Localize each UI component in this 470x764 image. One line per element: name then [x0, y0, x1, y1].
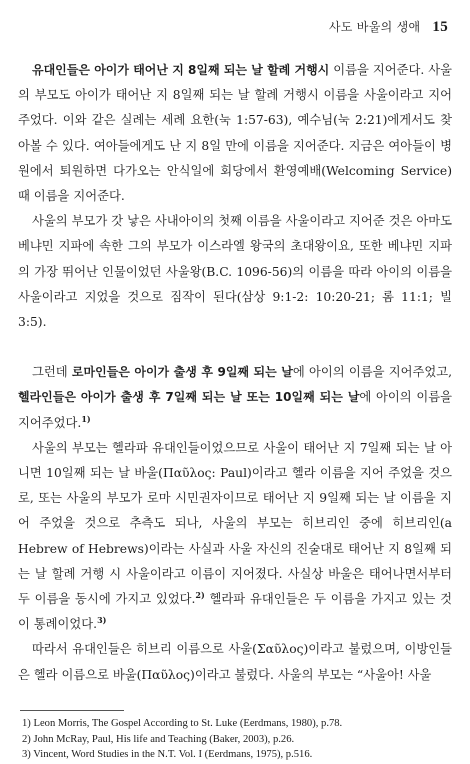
paragraph — [18, 436, 452, 638]
chapter-title: 사도 바울의 생애 — [328, 20, 421, 34]
text-run: 따라서 유대인들은 히브리 이름으로 사울(Σαῦλος)이라고 불렀으며, 이방인들은 헬라 이름으로 바울(Παῦλος)이라고 불렀다. 사울의 부모는 “사울아! 사울 — [18, 642, 452, 682]
footnote-divider — [20, 710, 124, 711]
bold-run: 헬라인들은 아이가 출생 후 7일째 되는 날 또는 10일째 되는 날 — [18, 390, 360, 405]
text-run: 헬라파 유대인들은 두 이름을 가지고 있는 것이 통례이었다. — [18, 592, 452, 632]
footnote: 1) Leon Morris, The Gospel According to St. Luke (Eerdmans, 1980), p.78. — [22, 718, 343, 729]
running-header — [329, 18, 448, 36]
body-text — [18, 58, 452, 688]
text-run: 에 아이의 이름을 지어주었고, — [292, 365, 453, 380]
text-run: 이름을 지어준다. 사울의 부모도 아이가 태어난 지 8일째 되는 날 할례 거행시 이름을 사울이라고 지어주었다. 이와 같은 실례는 세례 요한(눅 1:57-63), 예수님(눅 2:21)에게서도 찾아볼 수 있다. 여아들에게도 난 지 8일 만에 이름을 지어준다. 지금은 여아들이 병원에서 퇴원하면 다가오는 안식일에 회당에서 환영예배(Welcoming Service) 때 이름을 지어준다. — [18, 63, 452, 204]
paragraph — [18, 58, 452, 209]
footnotes — [22, 716, 452, 763]
bold-run: 로마인들은 아이가 출생 후 9일째 되는 날 — [71, 365, 293, 380]
text-run: 에 아이의 이름을 지어주었다. — [18, 390, 452, 430]
footnote-ref: 2) — [195, 589, 205, 600]
footnote: 3) Vincent, Word Studies in the N.T. Vol. I (Eerdmans, 1975), p.516. — [22, 749, 313, 760]
text-run: 사울의 부모가 갓 낳은 사내아이의 첫째 이름을 사울이라고 지어준 것은 아마도 베냐민 지파에 속한 그의 부모가 이스라엘 왕국의 초대왕이요, 또한 베냐민 지파의 가장 뛰어난 인물이었던 사울왕(B.C. 1096-56)의 이름을 따라 아이의 이름을 사울이라고 지었을 것으로 짐작이 된다(삼상 9:1-2: 10:20-21; 롬 11:1; 빌 3:5). — [18, 214, 452, 330]
page-number: 15 — [432, 19, 448, 35]
text-run: 사울의 부모는 헬라파 유대인들이었으므로 사울이 태어난 지 7일째 되는 날 아니면 10일째 되는 날 바울(Παῦλος: Paul)이라고 헬라 이름을 지어 주었을 것으로, 또는 사울의 부모가 로마 시민권자이므로 태어난 지 9일째 되는 날 이름을 지어 주었을 것으로 추측도 되나, 사울의 부모는 히브리인 중에 히브리인(a Hebrew of Hebrews)이라는 사실과 사울 자신의 진술대로 태어난 지 8일째 되는 날 할례 거행 시 사울이라고 이름이 지어졌다. 사실상 바울은 태어나면서부터 두 이름을 동시에 가지고 있었다. — [18, 440, 452, 607]
bold-run: 유대인들은 아이가 태어난 지 8일째 되는 날 할례 거행시 — [32, 63, 330, 77]
footnote: 2) John McRay, Paul, His life and Teaching (Baker, 2003), p.26. — [22, 733, 295, 745]
paragraph — [18, 360, 452, 436]
paragraph — [18, 637, 452, 687]
footnote-ref: 1) — [81, 413, 91, 424]
section-gap — [18, 335, 452, 360]
paragraph — [18, 209, 452, 335]
text-run: 그런데 — [32, 365, 72, 380]
footnote-ref: 3) — [97, 615, 107, 626]
